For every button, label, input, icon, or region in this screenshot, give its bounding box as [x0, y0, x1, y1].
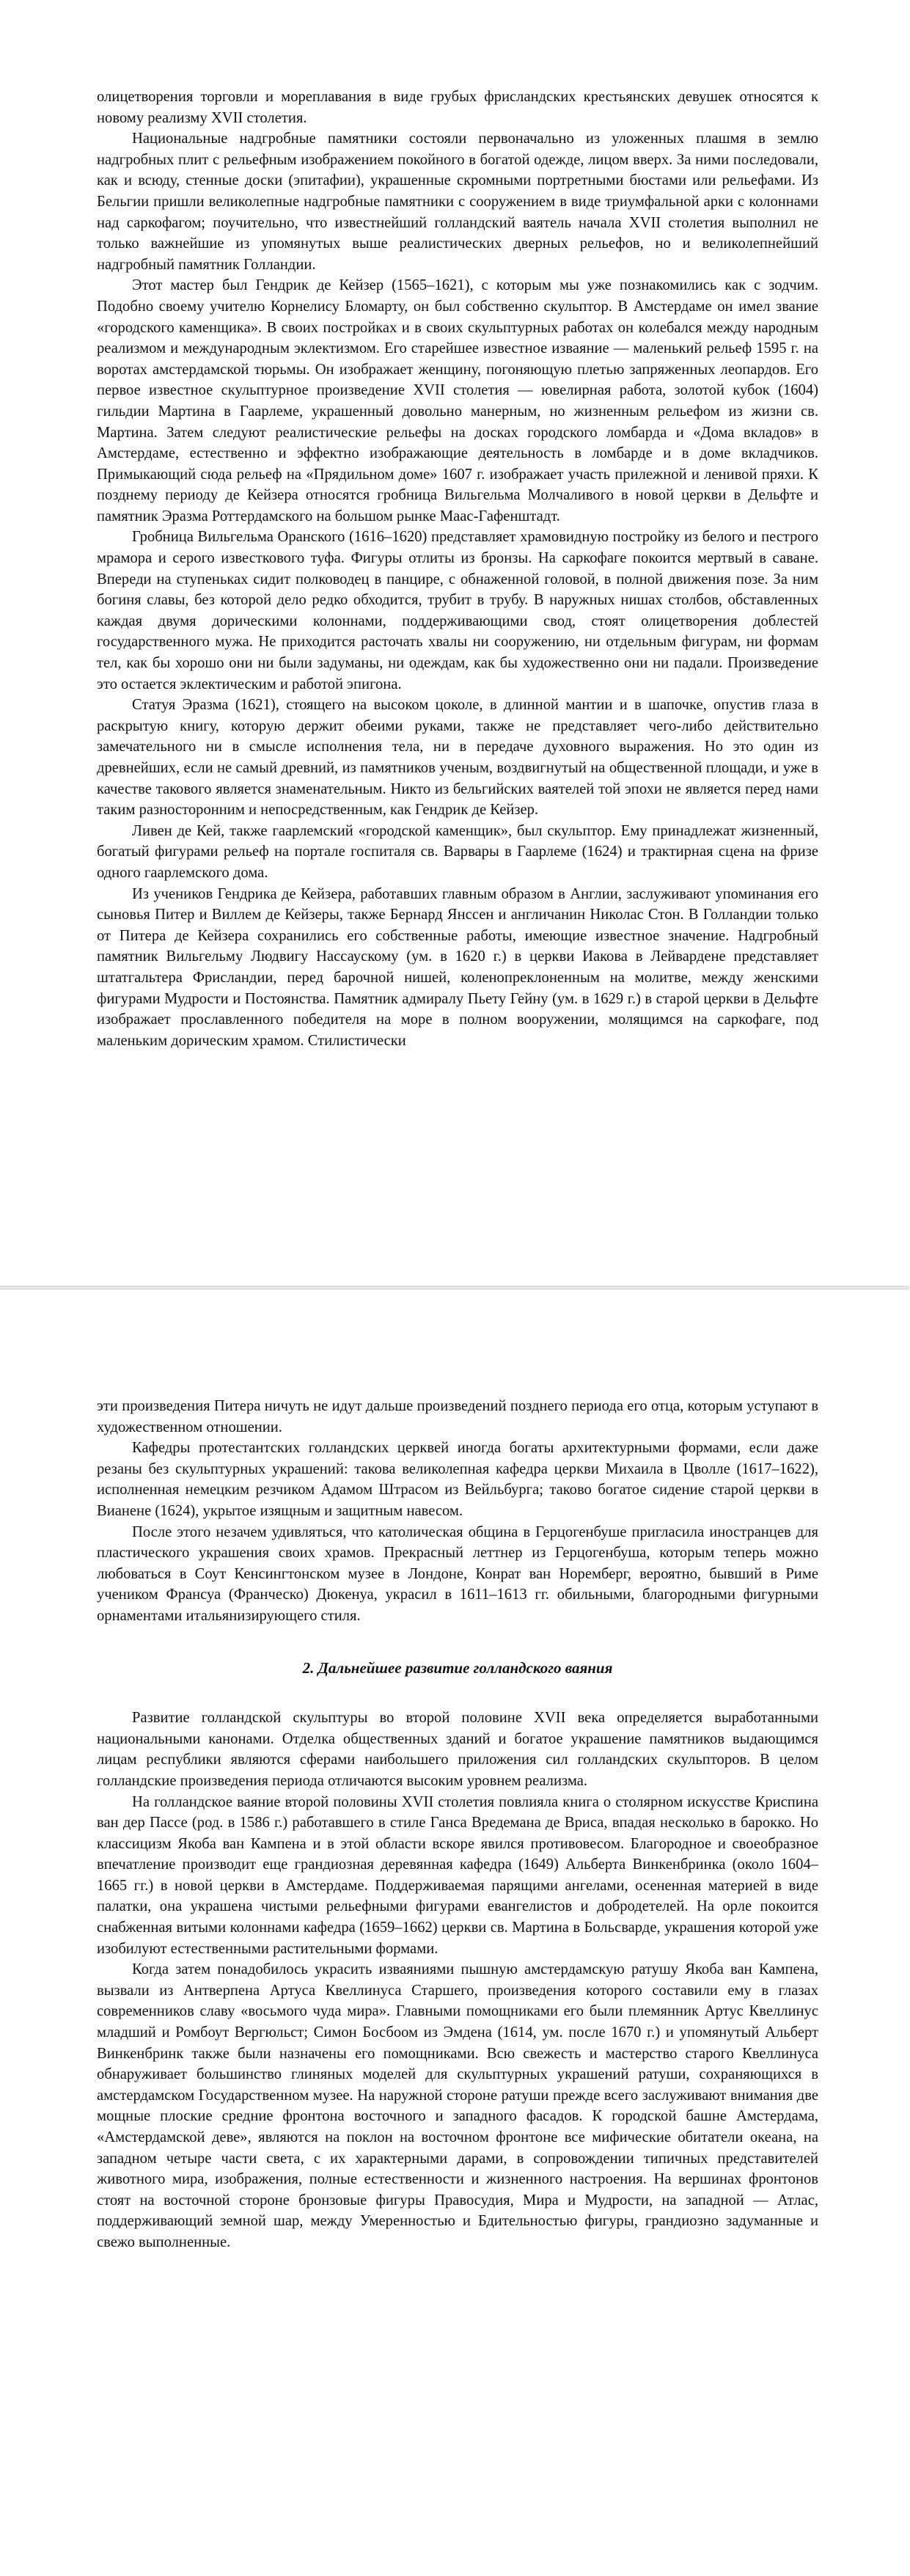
paragraph: эти произведения Питера ничуть не идут дальше произведений позднего периода его отца, которым уступают в художественном отношении.	[97, 1398, 818, 1435]
paragraph: На голландское ваяние второй половины XVII столетия повлияла книга о столярном искусстве Криспина ван дер Пассе (род. в 1586 г.) работавшего в стиле Ганса Вредемана де Вриса, впадая несколько в барокко. Но классицизм Якоба ван Кампена и в этой области вскоре явился противовесом. Благородное и своеобразное впечатление производит еще грандиозная деревянная кафедра (1649) Альберта Винкенбринка (около 1604–1665 гг.) в новой церкви в Амстердаме. Поддерживаемая парящими ангелами, осененная материей в виде палатки, она украшена чистыми рельефными фигурами евангелистов и добродетелей. На орле покоится снабженная витыми колоннами кафедра (1659–1662) церкви св. Мартина в Больсварде, украшения которой уже изобилуют естественными растительными формами.	[97, 1793, 818, 1957]
paragraph: Национальные надгробные памятники состояли первоначально из уложенных плашмя в землю надгробных плит с рельефным изображением покойного в богатой одежде, лицом вверх. За ними последовали, как и всюду, стенные доски (эпитафии), украшенные скромными портретными бюстами или рельефами. Из Бельгии пришли великолепные надгробные памятники с сооружением в виде триумфальной арки с колоннами над саркофагом; поучительно, что известнейший голландский ваятель начала XVII столетия выполнил не только важнейшие из упомянутых выше реалистических дверных рельефов, но и великолепнейший надгробный памятник Голландии.	[97, 131, 818, 273]
paragraph: Когда затем понадобилось украсить изваяниями пышную амстердамскую ратушу Якоба ван Кампена, вызвали из Антверпена Артуса Квеллинуса Старшего, произведения которого составили ему в глазах современников славу «восьмого чуда мира». Главными помощниками его были племянник Артус Квеллинус младший и Ромбоут Вергюльст; Симон Босбоом из Эмдена (1614, ум. после 1670 г.) и упомянутый Альберт Винкенбринк также были назначены его помощниками. Всю свежесть и мастерство старого Квеллинуса обнаруживает большинство глиняных моделей для скульптурных украшений ратуши, сохраняющихся в амстердамском Государственном музее. На наружной стороне ратуши прежде всего заслуживают внимания две мощные плоские средние фронтона восточного и западного фасадов. К городской башне Амстердама, «Амстердамской деве», являются на поклон на восточном фронтоне все мифические обитатели океана, на западном четыре части света, с их характерными дарами, в сопровождении типичных представителей животного мира, изображения, полные естественности и жизненного настроения. На вершинах фронтонов стоят на восточной стороне бронзовые фигуры Правосудия, Мира и Мудрости, на западной — Атлас, поддерживающий земной шар, между Умеренностью и Бдительностью фигуры, грандиозно задуманные и свежо выполненные.	[97, 1961, 818, 2250]
paragraph: Развитие голландской скульптуры во второй половине XVII века определяется выработанными национальными канонами. Отделка общественных зданий и богатое украшение памятников выдающимся лицам республики являются сферами наибольшего приложения сил голландских скульпторов. В целом голландские произведения периода отличаются высоким уровнем реализма.	[97, 1710, 818, 1789]
paragraph: Ливен де Кей, также гаарлемский «городской каменщик», был скульптор. Ему принадлежат жизненный, богатый фигурами рельеф на портале госпиталя св. Варвары в Гаарлеме (1624) и трактирная сцена на фризе одного гаарлемского дома.	[97, 822, 818, 881]
section-heading: 2. Дальнейшее развитие голландского ваяния	[302, 1658, 613, 1677]
paragraph: олицетворения торговли и мореплавания в виде грубых фрисландских крестьянских девушек относятся к новому реализму XVII столетия.	[97, 89, 818, 126]
paragraph: Из учеников Гендрика де Кейзера, работавших главным образом в Англии, заслуживают упоминания его сыновья Питер и Виллем де Кейзеры, также Бернард Янссен и англичанин Николас Стон. В Голландии только от Питера де Кейзера сохранились его собственные работы, имеющие известное значение. Надгробный памятник Вильгельму Людвигу Нассаускому (ум. в 1620 г.) в церкви Иакова в Лейвардене представляет штатгальтера Фрисландии, перед барочной нишей, коленопреклоненным на молитве, между женскими фигурами Мудрости и Постоянства. Памятник адмиралу Пьету Гейну (ум. в 1629 г.) в старой церкви в Дельфте изображает прославленного победителя на море в полном вооружении, молящимся на саркофаге, под маленьким дорическим храмом. Стилистически	[97, 885, 818, 1049]
paragraph: После этого незачем удивляться, что католическая община в Герцогенбуше пригласила иностранцев для пластического украшения своих храмов. Прекрасный леттнер из Герцогенбуша, которым теперь можно любоваться в Соут Кенсингтонском музее в Лондоне, Конрат ван Норемберг, вероятно, бывший в Риме учеником Франсуа (Франческо) Дюкенуа, украсил в 1611–1613 гг. обильными, благородными фигурными орнаментами итальянизирующего стиля.	[97, 1523, 818, 1624]
paragraph: Гробница Вильгельма Оранского (1616–1620) представляет храмовидную постройку из белого и пестрого мрамора и серого известкового туфа. Фигуры отлиты из бронзы. На саркофаге покоится мертвый в саване. Впереди на ступеньках сидит полководец в панцире, с обнаженной головой, в полной движения позе. За ним богиня славы, без которой дело редко обходится, трубит в трубу. В наружных нишах столбов, обставленных каждая двумя дорическими колоннами, поддерживающими свод, стоят олицетворения доблестей государственного мужа. Не приходится расточать хвалы ни сооружению, ни отдельным фигурам, ни формам тел, как бы хорошо они ни были задуманы, ни одеждам, как бы художественно они ни падали. Произведение это остается эклектическим и работой эпигона.	[97, 529, 818, 692]
paragraph: Статуя Эразма (1621), стоящего на высоком цоколе, в длинной мантии и в шапочке, опустив глаза в раскрытую книгу, которую держит обеими руками, также не представляет чего-либо действительно замечательного ни в смысле исполнения тела, ни в передаче духовного выражения. Но это один из древнейших, если не самый древний, из памятников ученым, воздвигнутый на общественной площади, и уже в качестве такового является знаменательным. Никто из бельгийских ваятелей той эпохи не является перед нами таким разносторонним и непосредственным, как Гендрик де Кейзер.	[97, 697, 818, 819]
page-2	[0, 1289, 909, 2575]
paragraph: Этот мастер был Гендрик де Кейзер (1565–1621), с которым мы уже познакомились как с зодчим. Подобно своему учителю Корнелису Бломарту, он был собственно скульптор. В Амстердаме он имел звание «городского каменщика». В своих постройках и в своих скульптурных работах он колебался между народным реализмом и международным эклектизмом. Его старейшее известное изваяние — маленький рельеф 1595 г. на воротах амстердамской тюрьмы. Он изображает женщину, погоняющую плетью запряженных леопардов. Его первое известное скульптурное произведение XVII столетия — ювелирная работа, золотой кубок (1604) гильдии Мартина в Гаарлеме, украшенный довольно манерным, но жизненным рельефом из жизни св. Мартина. Затем следуют реалистические рельефы на досках городского ломбарда и «Дома вкладов» в Амстердаме, естественно и эффектно изображающие деятельность в ломбарде и в доме вкладчиков. Примыкающий сюда рельеф на «Прядильном доме» 1607 г. изображает участь прилежной и ленивой пряхи. К позднему периоду де Кейзера относятся гробница Вильгельма Молчаливого в новой церкви в Дельфте и памятник Эразма Роттердамского на большом рынке Маас-Гафенштадт.	[97, 277, 818, 524]
page-1	[0, 0, 909, 1287]
page-1-text	[97, 87, 818, 1051]
paragraph: Кафедры протестантских голландских церквей иногда богаты архитектурными формами, если даже резаны без скульптурных украшений: такова великолепная кафедра церкви Михаила в Цволле (1617–1622), исполненная немецким резчиком Адамом Штрасом из Вейльбурга; таково богатое сидение старой церкви в Вианене (1624), укрытое изящным и защитным навесом.	[97, 1440, 818, 1519]
page-2-text	[97, 1396, 818, 2253]
